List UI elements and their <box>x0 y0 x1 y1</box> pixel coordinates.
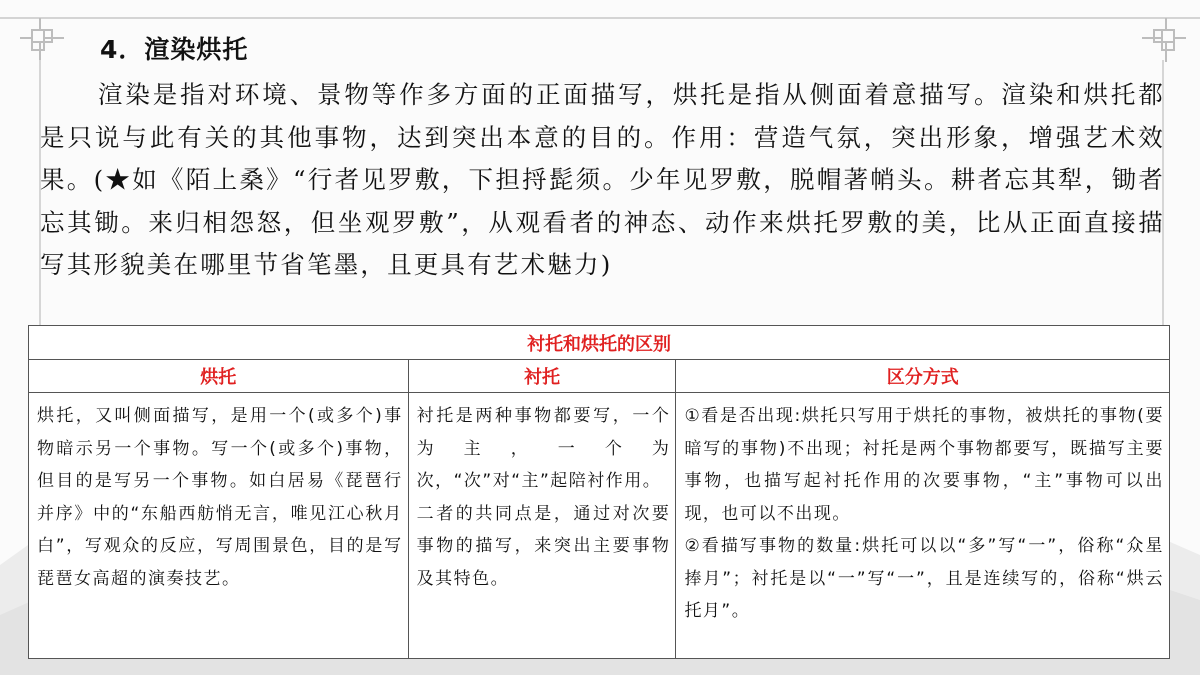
column-header-hongtuo: 烘托 <box>29 360 409 393</box>
table-caption-row <box>29 326 1170 360</box>
table-row <box>29 393 1170 659</box>
cell-hongtuo <box>29 393 409 659</box>
table-header-row <box>29 360 1170 393</box>
frame-top-line <box>0 17 1200 19</box>
column-header-method: 区分方式 <box>676 360 1170 393</box>
corner-ornament-icon <box>1140 16 1188 64</box>
section-heading: 4．渲染烘托 <box>100 35 249 64</box>
cell-chentuo <box>408 393 676 659</box>
chentuo-common-point: 二者的共同点是，通过对次要事物的描写，来突出主要事物及其特色。 <box>416 503 671 589</box>
method-point-2: ②看描写事物的数量:烘托可以以“多”写“一”，俗称“众星捧月”；衬托是以“一”写“一”，且是连续写的，俗称“烘云托月”。 <box>684 536 1164 621</box>
hongtuo-text: 烘托，又叫侧面描写，是用一个(或多个)事物暗示另一个事物。写一个(或多个)事物，但目的是写另一个事物。如白居易《琵琶行并序》中的“东船西舫悄无言，唯见江心秋月白”，写观众的反应，写周围景色，目的是写琵琶女高超的演奏技艺。 <box>37 406 403 589</box>
table-caption: 衬托和烘托的区别 <box>29 326 1170 360</box>
body-paragraph: 渲染是指对环境、景物等作多方面的正面描写，烘托是指从侧面着意描写。渲染和烘托都是只说与此有关的其他事物，达到突出本意的目的。作用：营造气氛，突出形象，增强艺术效果。(★如《陌上桑》“行者见罗敷，下担捋髭须。少年见罗敷，脱帽著帩头。耕者忘其犁，锄者忘其锄。来归相怨怒，但坐观罗敷”，从观看者的神态、动作来烘托罗敷的美，比从正面直接描写其形貌美在哪里节省笔墨，且更具有艺术魅力) <box>40 80 1165 279</box>
cell-method <box>676 393 1170 659</box>
comparison-table <box>28 325 1170 659</box>
chentuo-definition: 衬托是两种事物都要写，一个为主，一个为次，“次”对“主”起陪衬作用。 <box>416 406 671 491</box>
column-header-chentuo: 衬托 <box>408 360 676 393</box>
corner-ornament-icon <box>18 16 66 64</box>
method-point-1: ①看是否出现:烘托只写用于烘托的事物，被烘托的事物(要暗写的事物)不出现；衬托是两个事物都要写，既描写主要事物，也描写起衬托作用的次要事物，“主”事物可以出现，也可以不出现。 <box>684 406 1164 524</box>
